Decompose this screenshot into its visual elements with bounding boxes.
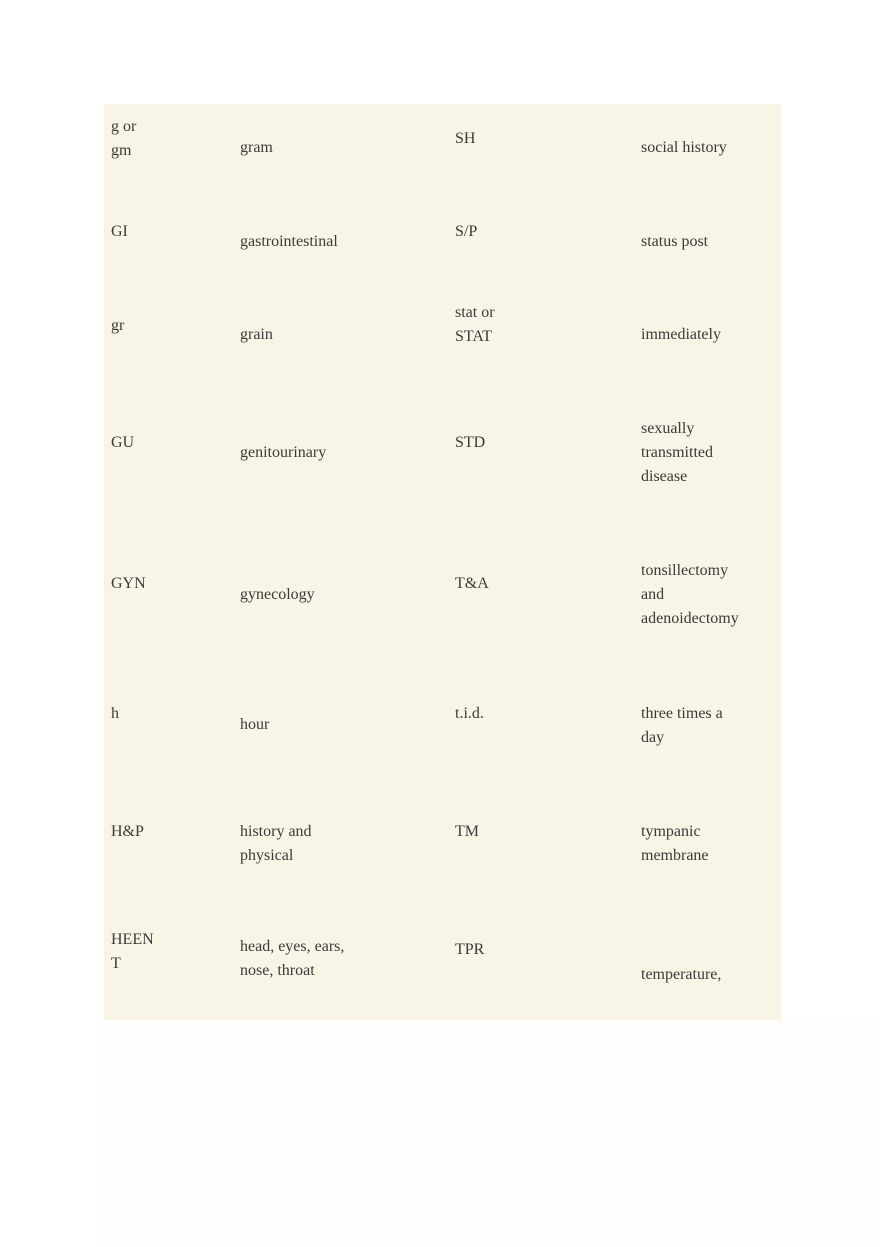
- abbreviation-text: h: [111, 705, 119, 722]
- definition-text: gastrointestinal: [240, 233, 338, 250]
- definition-text: adenoidectomy: [641, 610, 739, 627]
- definition-text: immediately: [641, 326, 721, 343]
- definition-text: physical: [240, 847, 294, 864]
- definition-text: nose, throat: [240, 962, 315, 979]
- definition-text: transmitted: [641, 444, 713, 461]
- definition-text: sexually: [641, 420, 695, 437]
- definition-text: day: [641, 729, 665, 746]
- page-bottom-area: [96, 1020, 880, 1247]
- definition-text: genitourinary: [240, 444, 327, 461]
- definition-text: membrane: [641, 847, 709, 864]
- abbreviation-text: t.i.d.: [455, 705, 484, 722]
- definition-text: and: [641, 586, 665, 603]
- abbreviation-text: H&P: [111, 823, 144, 840]
- abbreviation-text: T&A: [455, 575, 489, 592]
- abbreviation-text: TM: [455, 823, 479, 840]
- abbreviation-text: SH: [455, 130, 476, 147]
- abbreviation-text: gr: [111, 317, 125, 334]
- definition-text: tympanic: [641, 823, 701, 840]
- abbreviation-text: GU: [111, 434, 135, 451]
- abbreviation-text: stat or: [455, 304, 495, 321]
- definition-text: head, eyes, ears,: [240, 938, 345, 955]
- definition-text: temperature,: [641, 966, 722, 983]
- definition-text: gynecology: [240, 586, 315, 603]
- abbreviation-text: T: [111, 955, 121, 972]
- abbreviation-text: HEEN: [111, 931, 154, 948]
- definition-text: tonsillectomy: [641, 562, 729, 579]
- definition-text: three times a: [641, 705, 723, 722]
- definition-text: disease: [641, 468, 688, 485]
- abbreviation-text: STD: [455, 434, 486, 451]
- abbreviation-text: gm: [111, 142, 132, 159]
- definition-text: grain: [240, 326, 273, 343]
- definition-text: status post: [641, 233, 709, 250]
- definition-text: social history: [641, 139, 727, 156]
- definition-text: hour: [240, 716, 270, 733]
- abbreviation-text: GYN: [111, 575, 146, 592]
- definition-text: history and: [240, 823, 312, 840]
- abbreviation-text: GI: [111, 223, 128, 240]
- abbreviation-text: S/P: [455, 223, 478, 240]
- abbreviation-text: TPR: [455, 941, 485, 958]
- definition-text: gram: [240, 139, 273, 156]
- abbreviation-text: STAT: [455, 328, 492, 345]
- abbreviation-text: g or: [111, 118, 137, 135]
